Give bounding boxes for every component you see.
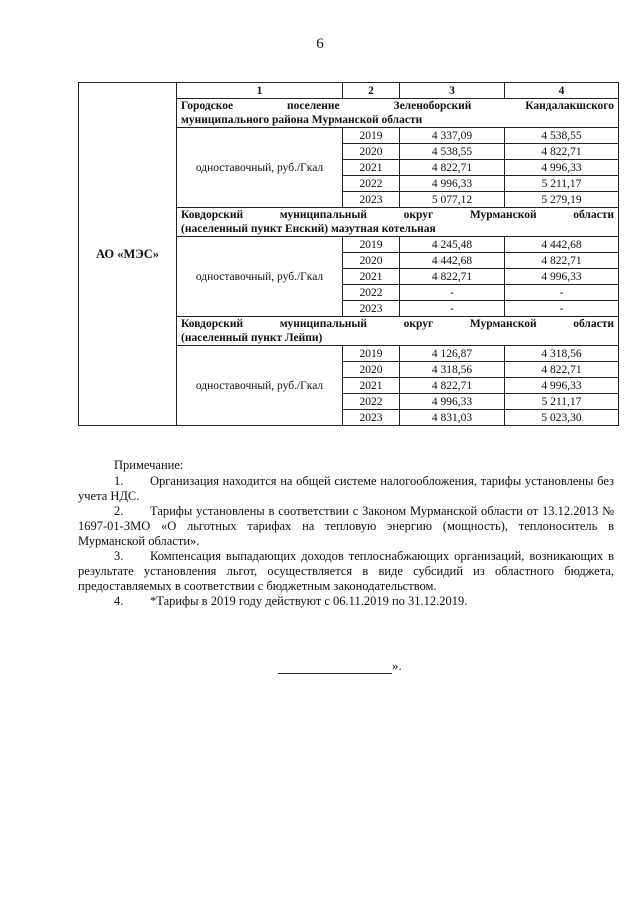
section-title-line: Ковдорский муниципальный округ Мурманской области — [181, 209, 614, 221]
table-header-row — [79, 83, 619, 99]
section-title-line: муниципального района Мурманской области — [181, 114, 423, 126]
year-cell: 2019 — [343, 128, 400, 144]
first-half-value: 4 996,33 — [400, 394, 505, 410]
header-col-2: 2 — [343, 83, 400, 99]
first-half-value: 4 538,55 — [400, 144, 505, 160]
first-half-value: 4 442,68 — [400, 253, 505, 269]
year-cell: 2022 — [343, 285, 400, 301]
year-cell: 2020 — [343, 144, 400, 160]
year-cell: 2021 — [343, 269, 400, 285]
first-half-value: 4 245,48 — [400, 237, 505, 253]
year-cell: 2022 — [343, 394, 400, 410]
rate-type-cell: одноставочный, руб./Гкал — [177, 128, 343, 208]
second-half-value: - — [505, 301, 619, 317]
first-half-value: 4 126,87 — [400, 346, 505, 362]
first-half-value: 4 996,33 — [400, 176, 505, 192]
section-title — [177, 208, 619, 237]
rate-type-cell: одноставочный, руб./Гкал — [177, 346, 343, 426]
rate-type-cell: одноставочный, руб./Гкал — [177, 237, 343, 317]
closing-mark: ». — [278, 658, 402, 674]
year-cell: 2023 — [343, 410, 400, 426]
second-half-value: 4 318,56 — [505, 346, 619, 362]
section-title — [177, 99, 619, 128]
notes-block — [78, 458, 614, 609]
year-cell: 2023 — [343, 301, 400, 317]
header-col-4: 4 — [505, 83, 619, 99]
second-half-value: 4 996,33 — [505, 269, 619, 285]
year-cell: 2021 — [343, 378, 400, 394]
second-half-value: 4 996,33 — [505, 160, 619, 176]
first-half-value: 4 831,03 — [400, 410, 505, 426]
section-title-line: (населенный пункт Енский) мазутная котельная — [181, 223, 436, 235]
second-half-value: 4 822,71 — [505, 253, 619, 269]
first-half-value: 5 077,12 — [400, 192, 505, 208]
year-cell: 2023 — [343, 192, 400, 208]
second-half-value: 4 822,71 — [505, 362, 619, 378]
tariff-table — [78, 82, 619, 426]
note-item-1: 1. Организация находится на общей системе налогообложения, тарифы установлены без учета НДС. — [78, 474, 614, 503]
second-half-value: 5 023,30 — [505, 410, 619, 426]
first-half-value: - — [400, 285, 505, 301]
header-col-3: 3 — [400, 83, 505, 99]
second-half-value: 5 211,17 — [505, 176, 619, 192]
first-half-value: 4 318,56 — [400, 362, 505, 378]
first-half-value: 4 822,71 — [400, 378, 505, 394]
year-cell: 2019 — [343, 346, 400, 362]
notes-title: Примечание: — [114, 458, 184, 472]
year-cell: 2021 — [343, 160, 400, 176]
second-half-value: 4 822,71 — [505, 144, 619, 160]
first-half-value: 4 822,71 — [400, 160, 505, 176]
organization-cell: АО «МЭС» — [79, 83, 177, 426]
page-number: 6 — [316, 36, 324, 52]
note-item-4: 4. *Тарифы в 2019 году действуют с 06.11.2019 по 31.12.2019. — [114, 594, 468, 608]
section-title — [177, 317, 619, 346]
section-title-line: Ковдорский муниципальный округ Мурманской области — [181, 318, 614, 330]
first-half-value: 4 822,71 — [400, 269, 505, 285]
year-cell: 2022 — [343, 176, 400, 192]
year-cell: 2019 — [343, 237, 400, 253]
second-half-value: 4 996,33 — [505, 378, 619, 394]
year-cell: 2020 — [343, 362, 400, 378]
second-half-value: - — [505, 285, 619, 301]
first-half-value: 4 337,09 — [400, 128, 505, 144]
note-item-2: 2. Тарифы установлены в соответствии с Законом Мурманской области от 13.12.2013 № 1697-01-ЗМО «О льготных тарифах на тепловую энергию (мощность), теплоноситель в Мурманской области». — [78, 504, 614, 548]
second-half-value: 5 211,17 — [505, 394, 619, 410]
signature-line — [278, 661, 392, 674]
first-half-value: - — [400, 301, 505, 317]
section-title-line: Городское поселение Зеленоборский Кандалакшского — [181, 100, 614, 112]
second-half-value: 4 538,55 — [505, 128, 619, 144]
section-title-line: (населенный пункт Лейпи) — [181, 332, 323, 344]
second-half-value: 5 279,19 — [505, 192, 619, 208]
year-cell: 2020 — [343, 253, 400, 269]
header-col-1: 1 — [177, 83, 343, 99]
second-half-value: 4 442,68 — [505, 237, 619, 253]
note-item-3: 3. Компенсация выпадающих доходов теплоснабжающих организаций, возникающих в результате установления льгот, осуществляется в виде субсидий из областного бюджета, предоставляемых в соответствии с бюджетным законодательством. — [78, 549, 614, 593]
